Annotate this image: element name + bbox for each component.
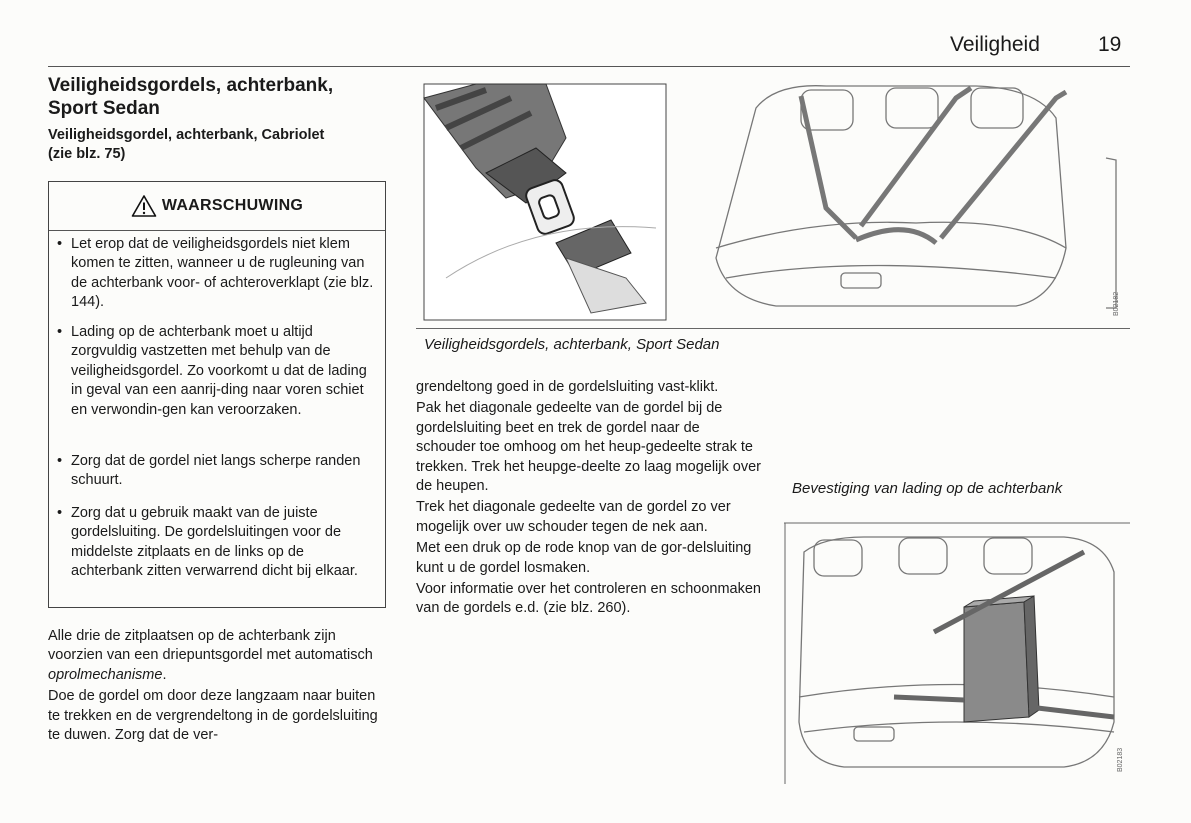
subheading <box>48 126 398 164</box>
left-body-text <box>48 627 388 747</box>
section-heading-line1: Veiligheidsgordels, achterbank, <box>48 75 334 96</box>
paragraph: Met een druk op de rode knop van de gor-delsluiting kunt u de gordel losmaken. <box>416 540 752 576</box>
paragraph <box>48 627 388 685</box>
cargo-box <box>964 596 1039 722</box>
paragraph-text: . <box>162 666 167 683</box>
section-heading-line2: Sport Sedan <box>48 98 160 119</box>
figure-seatbelts-illustration <box>416 78 1130 329</box>
warning-bullet-4 <box>57 504 375 582</box>
warning-bullet-1 <box>57 235 375 313</box>
header-title: Veiligheid <box>950 33 1040 56</box>
paragraph: Trek het diagonale gedeelte van de gordel zo ver mogelijk over uw schouder tegen de nek aan. <box>416 499 731 535</box>
figure-cargo-illustration <box>784 522 1130 784</box>
italic-term: oprolmechanisme <box>48 666 163 683</box>
warning-bullet-text: Let erop dat de veiligheidsgordels niet klem komen te zitten, wanneer u de rugleuning van de achterbank voor- of achteroverklapt (zie blz. 144). <box>71 236 374 311</box>
page-number: 19 <box>1098 33 1122 56</box>
bullet-dot: • <box>57 505 63 521</box>
bullet-dot: • <box>57 236 63 252</box>
warning-title: WAARSCHUWING <box>161 197 304 214</box>
paragraph: Doe de gordel om door deze langzaam naar buiten te trekken en de vergrendeltong in de gordelsluiting te duwen. Zorg dat de ver- <box>48 688 378 744</box>
paragraph: grendeltong goed in de gordelsluiting vast-klikt. <box>416 379 719 395</box>
subheading-line2: (zie blz. 75) <box>48 146 126 162</box>
figure2-caption: Bevestiging van lading op de achterbank <box>792 480 1063 497</box>
rear-seat-illustration <box>799 537 1114 767</box>
paragraph: Voor informatie over het controleren en schoonmaken van de gordels e.d. (zie blz. 260). <box>416 581 761 617</box>
header-rule <box>48 66 1130 67</box>
paragraph-text: Alle drie de zitplaatsen op de achterbank zijn voorzien van een driepuntsgordel met automatisch <box>48 628 373 664</box>
mid-body-text <box>416 378 761 621</box>
bullet-dot: • <box>57 324 63 340</box>
warning-bullet-text: Zorg dat u gebruik maakt van de juiste gordelsluiting. De gordelsluitingen voor de middelste zitplaats en de links op de achterbank zitten verwarrend dicht bij elkaar. <box>71 505 358 580</box>
rear-seat-illustration <box>716 86 1116 308</box>
figure2-code: B02183 <box>1117 747 1124 772</box>
warning-box <box>48 181 386 608</box>
paragraph: Pak het diagonale gedeelte van de gordel bij de gordelsluiting beet en trek de gordel naar de schouder toe omhoog om het heup-gedeelte strak te trekken. Trek het heupge-deelte zo laag mogelijk over de heupen. <box>416 400 761 495</box>
warning-triangle-icon <box>131 194 157 218</box>
warning-header <box>49 182 385 231</box>
bullet-dot: • <box>57 453 63 469</box>
warning-bullet-3 <box>57 452 375 491</box>
section-heading <box>48 74 398 120</box>
figure1-caption: Veiligheidsgordels, achterbank, Sport Sedan <box>424 336 720 353</box>
warning-bullet-2 <box>57 323 375 420</box>
seatbelt-straps <box>801 88 1066 243</box>
warning-bullet-text: Zorg dat de gordel niet langs scherpe randen schuurt. <box>71 453 361 489</box>
figure1-code: B02182 <box>1113 291 1120 316</box>
warning-bullet-text: Lading op de achterbank moet u altijd zorgvuldig vastzetten met behulp van de veiligheidsgordel. Zo voorkomt u dat de lading in geval van een aanrij-ding naar voren schiet en verwondin-gen kan veroorzaken. <box>71 324 367 418</box>
subheading-line1: Veiligheidsgordel, achterbank, Cabriolet <box>48 127 325 143</box>
